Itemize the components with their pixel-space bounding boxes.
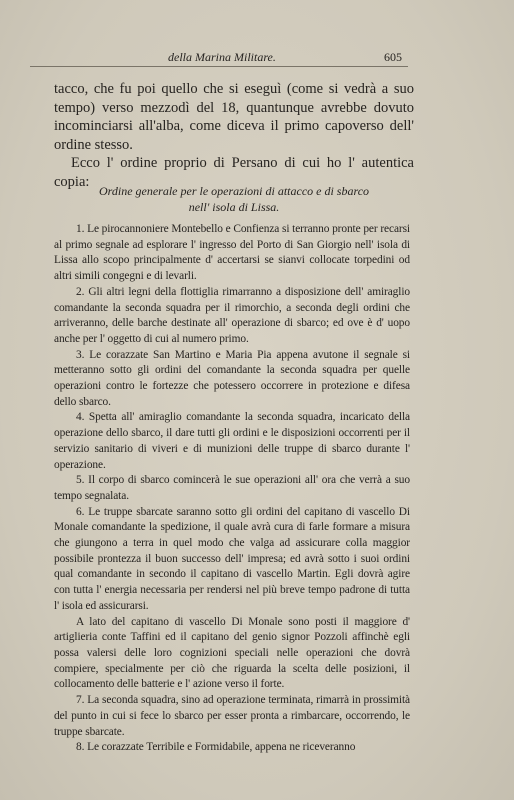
order-body bbox=[54, 222, 410, 756]
order-paragraph-4: 4. Spetta all' amiraglio comandante la seconda squadra, incaricato della operazione dello sbarco, il dare tutti gli ordini e le disposizioni occorrenti per il servizio sanitario di viveri e di munizioni delle truppe di sbarco durante l' operazione. bbox=[54, 411, 410, 471]
order-paragraph-7: 7. La seconda squadra, sino ad operazione terminata, rimarrà in prossimità del punto in cui si fece lo sbarco per esser pronta a rimbarcare, occorrendo, le truppe sbarcate. bbox=[54, 694, 410, 738]
order-paragraph-3: 3. Le corazzate San Martino e Maria Pia appena avutone il segnale si metteranno sotto gli ordini del comandante la seconda squadra per quelle operazioni contro le fortezze che potessero occorrere in protezione e difesa dello sbarco. bbox=[54, 348, 410, 408]
order-heading-line-2: nell' isola di Lissa. bbox=[188, 199, 280, 214]
order-paragraph-8: 8. Le corazzate Terribile e Formidabile, appena ne riceveranno bbox=[76, 741, 356, 754]
intro-paragraph-2: Ecco l' ordine proprio di Persano di cui ho l' autentica copia: bbox=[54, 155, 414, 190]
order-paragraph-6: 6. Le truppe sbarcate saranno sotto gli ordini del capitano di vascello Di Monale comandante la spedizione, il quale avrà cura di farle formare a misura che giungono a terra in quel modo che valga ad assicurare colla maggior possibile prontezza il buon successo dell' impresa; ed avrà sotto i suoi ordini qual comandante in secondo il capitano di vascello Martin. Egli dovrà agire con tutta l' energia necessaria per rendersi nel più breve tempo padrone di tutta l' isola ed assicurarsi. bbox=[54, 505, 410, 612]
order-heading-line-1: Ordine generale per le operazioni di attacco e di sbarco bbox=[98, 184, 370, 198]
header-rule bbox=[30, 66, 408, 67]
intro-text bbox=[54, 80, 414, 191]
order-paragraph-5: 5. Il corpo di sbarco comincerà le sue operazioni all' ora che verrà a suo tempo segnalata. bbox=[54, 474, 410, 502]
intro-paragraph-1: tacco, che fu poi quello che si eseguì (come si vedrà a suo tempo) verso mezzodì del 18, quantunque avrebbe dovuto incominciarsi all'alba, come diceva il primo capoverso dell' ordine stesso. bbox=[54, 81, 414, 153]
order-heading bbox=[54, 184, 414, 215]
page-header bbox=[168, 50, 402, 65]
order-paragraph-6b: A lato del capitano di vascello Di Monale sono posti il maggiore d' artiglieria conte Taffini ed il capitano del genio signor Pozzoli affinchè egli possa valersi delle loro cognizioni speciali nelle operazioni che dovrà compiere, specialmente per ciò che riguarda la scelta delle posizioni, il collocamento delle batterie e l' azione verso il forte. bbox=[54, 615, 410, 691]
page-number: 605 bbox=[384, 50, 402, 64]
running-title: della Marina Militare. bbox=[168, 50, 276, 64]
order-paragraph-2: 2. Gli altri legni della flottiglia rimarranno a disposizione dell' amiraglio comandante la seconda squadra per il rimorchio, a seconda degli ordini che arriveranno, delle barche destinate all' operazione di sbarco; ed ove è d' uopo anche per l' oggetto di cui al numero primo. bbox=[54, 285, 410, 345]
order-paragraph-1: 1. Le pirocannoniere Montebello e Confienza si terranno pronte per recarsi al primo segnale ad esplorare l' ingresso del Porto di San Giorgio nell' isola di Lissa allo scopo principalmente d' accertarsi se sianvi collocate torpedini od altri simili congegni e di levarli. bbox=[54, 223, 410, 283]
